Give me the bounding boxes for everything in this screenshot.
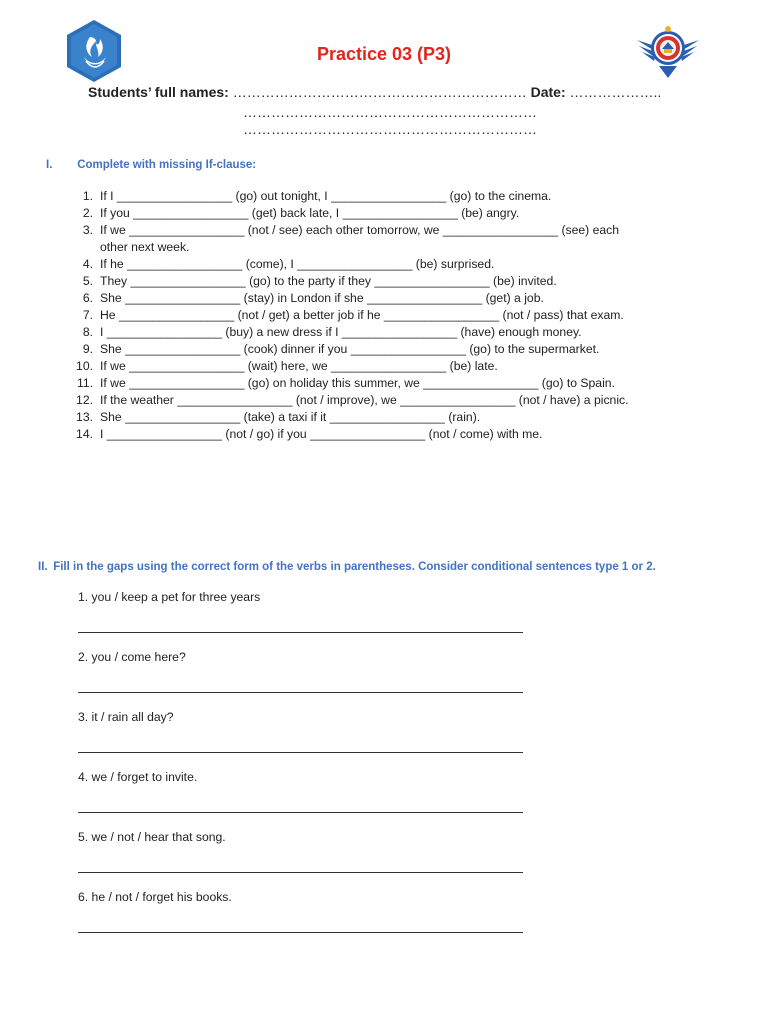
item-number: 10. (76, 359, 93, 373)
section-1-heading (46, 159, 256, 171)
answer-line[interactable] (78, 932, 523, 933)
item-number: 11. (76, 376, 93, 390)
exercise-1-item (70, 290, 630, 307)
exercise-2-prompt: 1. you / keep a pet for three years (78, 590, 261, 604)
exercise-2-prompt: 4. we / forget to invite. (78, 770, 198, 784)
exercise-1-item (70, 273, 630, 290)
item-text[interactable]: If you _________________ (get) back late, I _________________ (be) angry. (100, 206, 520, 220)
item-text[interactable]: If I _________________ (go) out tonight, I _________________ (go) to the cinema. (100, 189, 552, 203)
exercise-2-prompt: 2. you / come here? (78, 650, 186, 664)
names-label: Students’ full names: (88, 84, 229, 100)
names-blank[interactable]: ……………………………………………………… (232, 84, 527, 100)
item-number: 8. (82, 325, 93, 339)
answer-line[interactable] (78, 692, 523, 693)
item-number: 12. (76, 393, 93, 407)
page-title: Practice 03 (P3) (316, 44, 452, 64)
item-number: 1. (82, 189, 93, 203)
item-text[interactable]: He _________________ (not / get) a better job if he _________________ (not / pass) that exam. (100, 308, 624, 322)
date-label: Date: (530, 84, 566, 100)
answer-line[interactable] (78, 752, 523, 753)
item-text[interactable]: If the weather _________________ (not / improve), we _________________ (not / have) a picnic. (100, 393, 629, 407)
exercise-1-item (70, 256, 630, 273)
item-number: 5. (82, 274, 93, 288)
exercise-1-list (70, 188, 630, 443)
exercise-1-item (70, 409, 630, 426)
exercise-1-item (70, 341, 630, 358)
date-blank[interactable]: ……………….. (569, 84, 662, 100)
exercise-1-item (70, 426, 630, 443)
exercise-2-prompt: 3. it / rain all day? (78, 710, 174, 724)
item-text[interactable]: If we _________________ (wait) here, we _________________ (be) late. (100, 359, 498, 373)
section-2-heading (38, 561, 656, 573)
exercise-2-prompt: 6. he / not / forget his books. (78, 890, 232, 904)
item-number: 4. (82, 257, 93, 271)
item-text[interactable]: If we _________________ (not / see) each other tomorrow, we _________________ (see) each other next week. (100, 223, 620, 254)
item-text[interactable]: She _________________ (cook) dinner if you _________________ (go) to the supermarket. (100, 342, 600, 356)
item-number: 6. (82, 291, 93, 305)
exercise-1-item (70, 392, 630, 409)
student-names-row (88, 84, 661, 100)
exercise-2-prompt: 5. we / not / hear that song. (78, 830, 226, 844)
item-number: 14. (76, 427, 93, 441)
section-1-title: Complete with missing If-clause: (77, 159, 257, 171)
names-blank-line-3[interactable]: ……………………………………………………… (243, 121, 537, 137)
item-number: 13. (76, 410, 93, 424)
item-text[interactable]: I _________________ (not / go) if you _________________ (not / come) with me. (100, 427, 543, 441)
item-number: 9. (82, 342, 93, 356)
item-text[interactable]: She _________________ (stay) in London if she _________________ (get) a job. (100, 291, 544, 305)
section-1-number: I. (46, 159, 53, 171)
exercise-1-item (70, 307, 630, 324)
item-text[interactable]: I _________________ (buy) a new dress if I _________________ (have) enough money. (100, 325, 582, 339)
exercise-1-item (70, 375, 630, 392)
exercise-1-item (70, 358, 630, 375)
section-2-title: Fill in the gaps using the correct form of the verbs in parentheses. Consider conditional sentences type 1 or 2. (53, 561, 656, 573)
answer-line[interactable] (78, 632, 523, 633)
answer-line[interactable] (78, 872, 523, 873)
item-text[interactable]: If he _________________ (come), I _________________ (be) surprised. (100, 257, 495, 271)
item-number: 7. (82, 308, 93, 322)
exercise-1-item (70, 205, 630, 222)
exercise-1-item (70, 324, 630, 341)
section-2-number: II. (38, 561, 48, 573)
item-number: 3. (82, 223, 93, 237)
exercise-1-item (70, 188, 630, 205)
item-text[interactable]: If we _________________ (go) on holiday this summer, we _________________ (go) to Spain. (100, 376, 615, 390)
item-text[interactable]: They _________________ (go) to the party if they _________________ (be) invited. (100, 274, 557, 288)
item-number: 2. (82, 206, 93, 220)
names-blank-line-2[interactable]: ……………………………………………………… (243, 104, 537, 120)
exercise-1-item (70, 222, 630, 256)
answer-line[interactable] (78, 812, 523, 813)
item-text[interactable]: She _________________ (take) a taxi if it _________________ (rain). (100, 410, 481, 424)
